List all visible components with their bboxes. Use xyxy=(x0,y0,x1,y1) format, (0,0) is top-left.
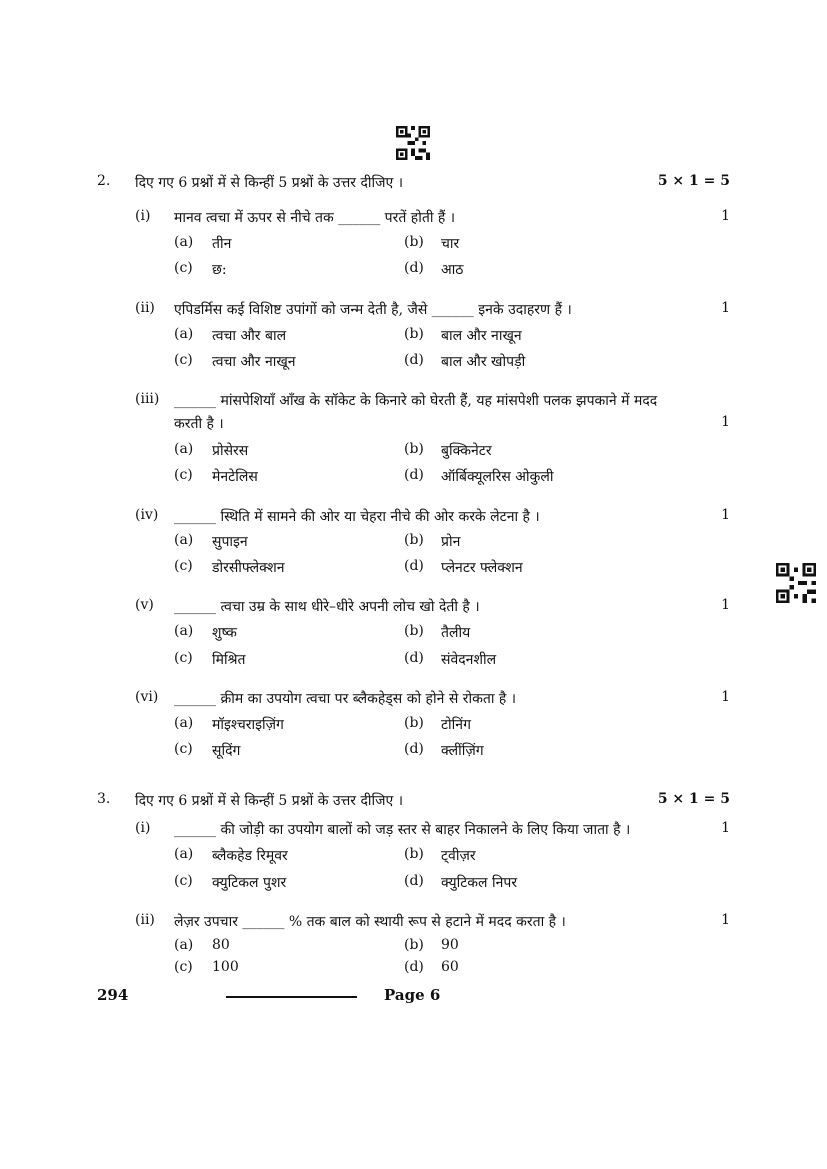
part-label: (iii) xyxy=(135,391,160,407)
option-text: 80 xyxy=(212,937,230,953)
option-label: (d) xyxy=(404,260,424,276)
option-label: (d) xyxy=(404,650,424,666)
option-text: त्वचा और नाखून xyxy=(212,354,296,370)
part-text: ______ मांसपेशियाँ आँख के सॉकेट के किनारे को घेरती हैं, यह मांसपेशी पलक झपकाने में मदद xyxy=(174,393,658,409)
option-label: (d) xyxy=(404,352,424,368)
option-label: (b) xyxy=(404,532,424,548)
option-text: बुक्किनेटर xyxy=(441,443,492,459)
option-label: (a) xyxy=(174,532,194,548)
option-label: (b) xyxy=(404,846,424,862)
option-label: (c) xyxy=(174,741,193,757)
option-label: (c) xyxy=(174,260,193,276)
option-label: (d) xyxy=(404,467,424,483)
option-label: (a) xyxy=(174,441,194,457)
part-text: एपिडर्मिस कई विशिष्ट उपांगों को जन्म देती है, जैसे ______ इनके उदाहरण हैं । xyxy=(174,302,572,318)
option-text: सुपाइन xyxy=(212,534,248,550)
part-mark: 1 xyxy=(721,414,730,430)
option-text: 90 xyxy=(441,937,459,953)
part-text: लेज़र उपचार ______ % तक बाल को स्थायी रूप से हटाने में मदद करता है । xyxy=(174,914,566,930)
option-text: आठ xyxy=(441,262,464,278)
option-label: (c) xyxy=(174,959,193,975)
part-text: ______ की जोड़ी का उपयोग बालों को जड़ स्तर से बाहर निकालने के लिए किया जाता है । xyxy=(174,822,631,838)
question-marks-total: 5 × 1 = 5 xyxy=(657,173,730,189)
question-number: 2. xyxy=(97,173,111,189)
option-label: (c) xyxy=(174,650,193,666)
option-label: (c) xyxy=(174,352,193,368)
part-label: (vi) xyxy=(135,689,159,705)
option-text: शुष्क xyxy=(212,625,237,641)
question-number: 3. xyxy=(97,791,111,807)
option-label: (b) xyxy=(404,937,424,953)
paper-code: 294 xyxy=(97,986,129,1004)
option-text: डोरसीफ्लेक्शन xyxy=(212,560,285,576)
option-label: (a) xyxy=(174,326,194,342)
qr-code-side xyxy=(776,563,816,603)
option-label: (b) xyxy=(404,326,424,342)
part-mark: 1 xyxy=(721,300,730,316)
part-mark: 1 xyxy=(721,820,730,836)
option-text: छ: xyxy=(212,262,227,278)
option-text: ब्लैकहेड रिमूवर xyxy=(212,848,288,864)
option-text: बाल और नाखून xyxy=(441,328,522,344)
part-label: (i) xyxy=(135,820,151,836)
part-label: (ii) xyxy=(135,300,155,316)
option-label: (d) xyxy=(404,558,424,574)
option-label: (b) xyxy=(404,234,424,250)
option-text: ट्वीज़र xyxy=(441,848,476,864)
option-text: मिश्रित xyxy=(212,652,246,668)
part-text: ______ त्वचा उम्र के साथ धीरे–धीरे अपनी लोच खो देती है । xyxy=(174,599,480,615)
option-label: (d) xyxy=(404,873,424,889)
part-mark: 1 xyxy=(721,208,730,224)
option-text: मॉइश्चराइज़िंग xyxy=(212,717,284,733)
option-text: टोनिंग xyxy=(441,717,471,733)
question-marks-total: 5 × 1 = 5 xyxy=(657,791,730,807)
option-text: क्लींज़िंग xyxy=(441,743,484,759)
page-number: Page 6 xyxy=(384,986,441,1004)
part-text: मानव त्वचा में ऊपर से नीचे तक ______ परतें होती हैं । xyxy=(174,210,456,226)
option-label: (d) xyxy=(404,959,424,975)
option-text: तैलीय xyxy=(441,625,471,641)
option-text: ऑर्बिक्यूलरिस ओकुली xyxy=(441,469,554,485)
option-label: (a) xyxy=(174,937,194,953)
option-text: सूदिंग xyxy=(212,743,241,759)
option-label: (a) xyxy=(174,846,194,862)
option-label: (a) xyxy=(174,715,194,731)
part-label: (ii) xyxy=(135,912,155,928)
option-label: (b) xyxy=(404,715,424,731)
part-label: (iv) xyxy=(135,507,159,523)
option-text: संवेदनशील xyxy=(441,652,497,668)
option-label: (c) xyxy=(174,467,193,483)
option-text: क्युटिकल पुशर xyxy=(212,875,287,891)
option-text: मेनटेलिस xyxy=(212,469,258,485)
option-label: (a) xyxy=(174,623,194,639)
option-text: प्लेनटर फ्लेक्शन xyxy=(441,560,523,576)
option-label: (a) xyxy=(174,234,194,250)
option-text: प्रोन xyxy=(441,534,461,550)
option-label: (b) xyxy=(404,623,424,639)
question-instruction: दिए गए 6 प्रश्नों में से किन्हीं 5 प्रश्नों के उत्तर दीजिए । xyxy=(135,793,404,809)
option-label: (c) xyxy=(174,873,193,889)
option-label: (d) xyxy=(404,741,424,757)
option-text: प्रोसेरस xyxy=(212,443,249,459)
part-text: ______ क्रीम का उपयोग त्वचा पर ब्लैकहेड्स को होने से रोकता है । xyxy=(174,691,517,707)
option-text: त्वचा और बाल xyxy=(212,328,287,344)
option-text: तीन xyxy=(212,236,232,252)
part-mark: 1 xyxy=(721,689,730,705)
footer-divider xyxy=(226,996,357,998)
option-label: (b) xyxy=(404,441,424,457)
part-mark: 1 xyxy=(721,507,730,523)
option-label: (c) xyxy=(174,558,193,574)
option-text: बाल और खोपड़ी xyxy=(441,354,526,370)
part-label: (v) xyxy=(135,597,154,613)
option-text: चार xyxy=(441,236,460,252)
part-label: (i) xyxy=(135,208,151,224)
part-mark: 1 xyxy=(721,912,730,928)
part-text: ______ स्थिति में सामने की ओर या चेहरा नीचे की ओर करके लेटना है । xyxy=(174,509,540,525)
question-instruction: दिए गए 6 प्रश्नों में से किन्हीं 5 प्रश्नों के उत्तर दीजिए । xyxy=(135,175,404,191)
part-text-continued: करती है । xyxy=(174,416,224,432)
part-mark: 1 xyxy=(721,597,730,613)
option-text: क्युटिकल निपर xyxy=(441,875,518,891)
qr-code-top xyxy=(395,126,431,160)
option-text: 60 xyxy=(441,959,459,975)
option-text: 100 xyxy=(212,959,239,975)
